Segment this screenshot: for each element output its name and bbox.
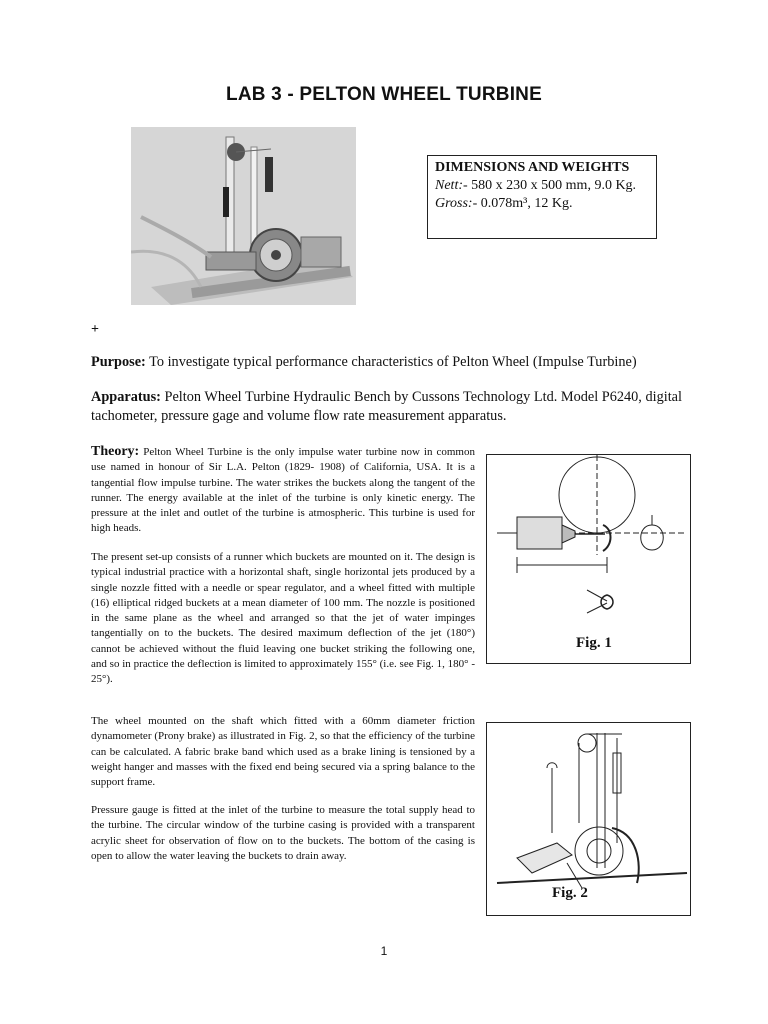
nett-line bbox=[435, 177, 656, 195]
fig1-caption: Fig. 1 bbox=[576, 635, 612, 651]
fig2-caption: Fig. 2 bbox=[552, 885, 588, 901]
gross-line bbox=[435, 195, 656, 213]
theory-paragraph-3: The wheel mounted on the shaft which fitted with a 60mm diameter friction dynamometer (Prony brake) as illustrated in Fig. 2, so that the efficiency of the turbine can be calculated. A fabric brake band which used as a brake lining is tensioned by a weight hanger and masses with the fixed end being secured via a spring balance to the support frame. bbox=[91, 715, 475, 789]
nett-label: Nett: bbox=[435, 178, 463, 193]
theory-paragraph-4: Pressure gauge is fitted at the inlet of the turbine to measure the total supply head to the turbine. The circular window of the turbine casing is provided with a transparent acrylic sheet for observation of flow on to the buckets. The bottom of the casing is open to allow the water leaving the buckets to drain away. bbox=[91, 804, 475, 862]
page-number: 1 bbox=[380, 944, 388, 958]
purpose-paragraph bbox=[91, 353, 691, 372]
apparatus-label: Apparatus: bbox=[91, 389, 161, 405]
fig1-diagram bbox=[487, 455, 690, 663]
plus-mark: + bbox=[91, 322, 99, 337]
nett-value: - 580 x 230 x 500 mm, 9.0 Kg. bbox=[463, 178, 637, 193]
page-title: LAB 3 - PELTON WHEEL TURBINE bbox=[226, 84, 542, 105]
theory-p1: Pelton Wheel Turbine is the only impulse water turbine now in common use named in honour of Sir L.A. Pelton (1829- 1908) of California, USA. It is a tangential flow impulse turbine. The water strikes the buckets along the tangent of the runner. The energy available at the inlet of the turbine is only kinetic energy. The pressure at the inlet and outlet of the turbine is atmospheric. This turbine is used for high heads. bbox=[91, 446, 475, 535]
apparatus-text: Pelton Wheel Turbine Hydraulic Bench by Cussons Technology Ltd. Model P6240, digital tachometer, pressure gage and volume flow rate measurement apparatus. bbox=[91, 389, 682, 424]
apparatus-photo bbox=[131, 127, 356, 305]
fig2-diagram bbox=[487, 723, 690, 915]
apparatus-paragraph bbox=[91, 388, 711, 426]
purpose-text: To investigate typical performance characteristics of Pelton Wheel (Impulse Turbine) bbox=[145, 354, 637, 370]
gross-value: - 0.078m³, 12 Kg. bbox=[472, 196, 573, 211]
theory-paragraph-2: The present set-up consists of a runner which buckets are mounted on it. The design is typical industrial practice with a horizontal shaft, single horizontal jets produced by a single nozzle fitted with a needle or spear regulator, and a wheel fitted with multiple (16) elliptical ridged buckets at a mean diameter of 100 mm. The nozzle is positioned in the same plane as the wheel and arranged so that the jet of water impinges tangentially on to the buckets. The desired maximum deflection of the jet (180°) cannot be achieved without the fluid leaving one bucket striking the following one, and so in practice the deflection is limited to approximately 155° (i.e. see Fig. 1, 180° - 25°). bbox=[91, 551, 475, 686]
gross-label: Gross: bbox=[435, 196, 473, 211]
figure-1 bbox=[486, 454, 691, 664]
theory-label: Theory: bbox=[91, 444, 140, 459]
purpose-label: Purpose: bbox=[91, 354, 146, 370]
dimensions-heading: DIMENSIONS AND WEIGHTS bbox=[435, 160, 630, 175]
dimensions-box bbox=[427, 155, 657, 239]
figure-2 bbox=[486, 722, 691, 916]
theory-paragraph-1 bbox=[91, 444, 475, 537]
